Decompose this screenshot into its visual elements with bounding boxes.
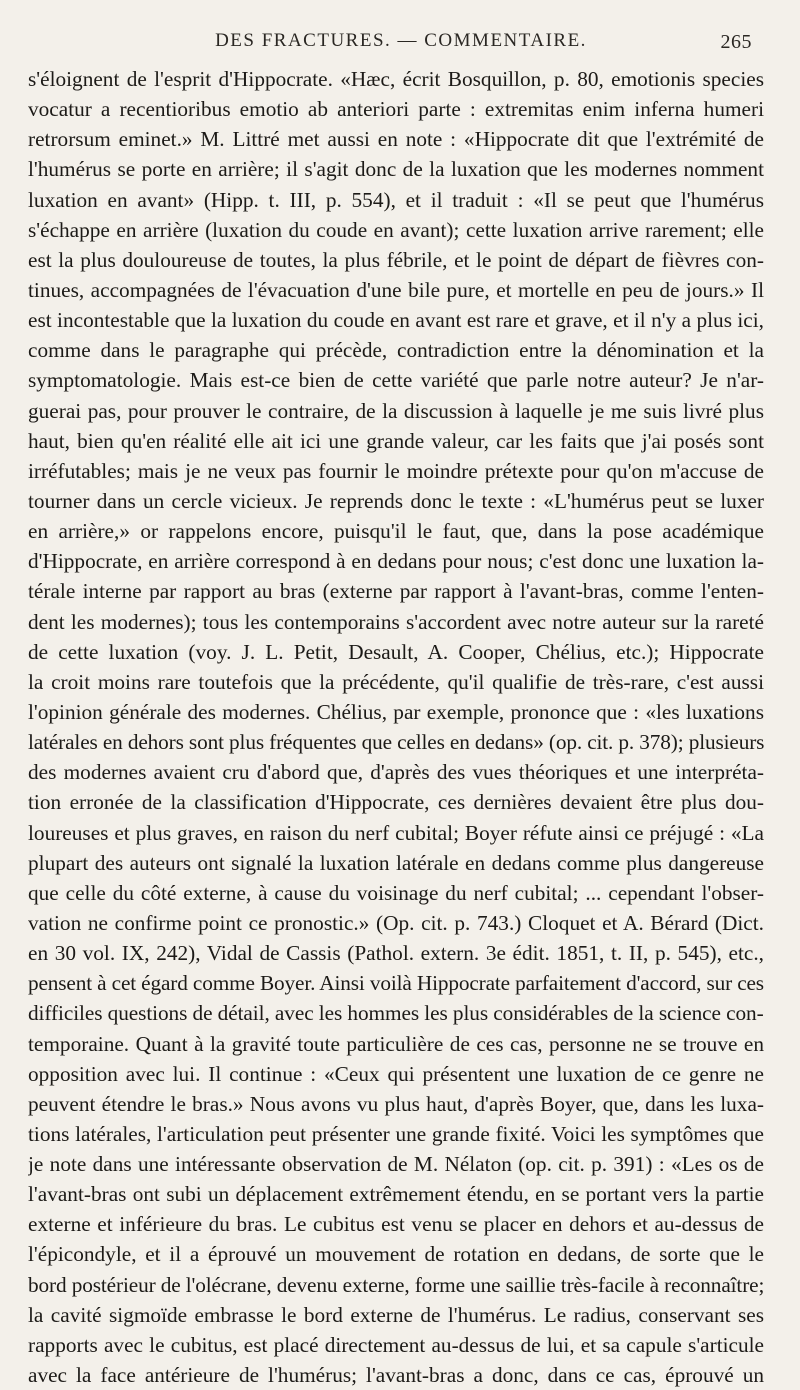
text-line: tinues, accompagnées de l'évacuation d'une bile pure, et mortelle en peu de jours.» Il	[28, 277, 764, 302]
text-line: avec la face antérieure de l'humérus; l'avant-bras a donc, dans ce cas, éprouvé un	[28, 1363, 764, 1388]
page-number: 265	[720, 31, 752, 53]
text-line: symptomatologie. Mais est-ce bien de cette variété que parle notre auteur? Je n'ar-	[28, 368, 764, 393]
text-line: en arrière,» or rappelons encore, puisqu'il le faut, que, dans la pose académique	[28, 519, 764, 544]
text-line: de cette luxation (voy. J. L. Petit, Desault, A. Cooper, Chélius, etc.); Hippocrate	[28, 639, 764, 664]
text-line: vation ne confirme point ce pronostic.» (Op. cit. p. 743.) Cloquet et A. Bérard (Dict.	[28, 910, 764, 935]
text-line: l'humérus se porte en arrière; il s'agit donc de la luxation que les modernes nomment	[28, 157, 764, 182]
text-line: térale interne par rapport au bras (externe par rapport à l'avant-bras, comme l'enten-	[28, 579, 764, 604]
text-line: tourner dans un cercle vicieux. Je reprends donc le texte : «L'humérus peut se luxer	[28, 488, 764, 513]
text-line: pensent à cet égard comme Boyer. Ainsi voilà Hippocrate parfaitement d'accord, sur ces	[28, 971, 764, 996]
text-line: retrorsum eminet.» M. Littré met aussi en note : «Hippocrate dit que l'extrémité de	[28, 127, 764, 152]
text-line: d'Hippocrate, en arrière correspond à en dedans pour nous; c'est donc une luxation la-	[28, 549, 764, 574]
text-line: comme dans le paragraphe qui précède, contradiction entre la dénomination et la	[28, 338, 764, 363]
text-line: loureuses et plus graves, en raison du nerf cubital; Boyer réfute ainsi ce préjugé : «La	[28, 820, 764, 845]
text-line: l'opinion générale des modernes. Chélius, par exemple, prononce que : «les luxations	[28, 699, 764, 724]
text-line: que celle du côté externe, à cause du voisinage du nerf cubital; ... cependant l'obser-	[28, 880, 764, 905]
text-line: en 30 vol. IX, 242), Vidal de Cassis (Pathol. extern. 3e édit. 1851, t. II, p. 545), etc.,	[28, 941, 764, 966]
text-line: peuvent étendre le bras.» Nous avons vu plus haut, d'après Boyer, que, dans les luxa-	[28, 1091, 764, 1116]
text-line: tions latérales, l'articulation peut présenter une grande fixité. Voici les symptômes que	[28, 1121, 764, 1146]
text-line: la cavité sigmoïde embrasse le bord externe de l'humérus. Le radius, conservant ses	[28, 1302, 764, 1327]
text-line: bord postérieur de l'olécrane, devenu externe, forme une saillie très-facile à reconnaître;	[28, 1272, 764, 1297]
running-title: DES FRACTURES. — COMMENTAIRE.	[215, 30, 587, 51]
text-line: s'échappe en arrière (luxation du coude en avant); cette luxation arrive rarement; elle	[28, 217, 764, 242]
text-line: externe et inférieure du bras. Le cubitus est venu se placer en dehors et au-dessus de	[28, 1212, 764, 1237]
text-line: tion erronée de la classification d'Hippocrate, ces dernières devaient être plus dou-	[28, 790, 764, 815]
text-line: l'épicondyle, et il a éprouvé un mouvement de rotation en dedans, de sorte que le	[28, 1242, 764, 1267]
text-line: l'avant-bras ont subi un déplacement extrêmement étendu, en se portant vers la partie	[28, 1182, 764, 1207]
text-line: la croit moins rare toutefois que la précédente, qu'il qualifie de très-rare, c'est aussi	[28, 669, 764, 694]
text-line: des modernes avaient cru d'abord que, d'après des vues théoriques et une interpréta-	[28, 760, 764, 785]
text-line: vocatur a recentioribus emotio ab anteriori parte : extremitas enim inferna humeri	[28, 97, 764, 122]
text-line: luxation en avant» (Hipp. t. III, p. 554), et il traduit : «Il se peut que l'humérus	[28, 187, 764, 212]
text-line: guerai pas, pour prouver le contraire, de la discussion à laquelle je me suis livré plus	[28, 398, 764, 423]
text-line: rapports avec le cubitus, est placé directement au-dessus de lui, et sa capule s'articule	[28, 1332, 764, 1357]
text-line: haut, bien qu'en réalité elle ait ici une grande valeur, car les faits que j'ai posés sont	[28, 428, 764, 453]
text-line: irréfutables; mais je ne veux pas fournir le moindre prétexte pour qu'on m'accuse de	[28, 458, 764, 483]
text-line: temporaine. Quant à la gravité toute particulière de ces cas, personne ne se trouve en	[28, 1031, 764, 1056]
running-header	[28, 30, 764, 64]
text-line: latérales en dehors sont plus fréquentes que celles en dedans» (op. cit. p. 378); plusieurs	[28, 730, 764, 755]
text-line: dent les modernes); tous les contemporains s'accordent avec notre auteur sur la rareté	[28, 609, 764, 634]
text-line: est incontestable que la luxation du coude en avant est rare et grave, et il n'y a plus ici,	[28, 308, 764, 333]
text-line: je note dans une intéressante observation de M. Nélaton (op. cit. p. 391) : «Les os de	[28, 1152, 764, 1177]
body-text	[28, 64, 764, 1390]
text-line: est la plus douloureuse de toutes, la plus fébrile, et le point de départ de fièvres con-	[28, 247, 764, 272]
text-line: difficiles questions de détail, avec les hommes les plus considérables de la science con-	[28, 1001, 764, 1026]
text-line: plupart des auteurs ont signalé la luxation latérale en dedans comme plus dangereuse	[28, 850, 764, 875]
text-line: s'éloignent de l'esprit d'Hippocrate. «Hæc, écrit Bosquillon, p. 80, emotionis species	[28, 67, 764, 91]
text-line: opposition avec lui. Il continue : «Ceux qui présentent une luxation de ce genre ne	[28, 1061, 764, 1086]
